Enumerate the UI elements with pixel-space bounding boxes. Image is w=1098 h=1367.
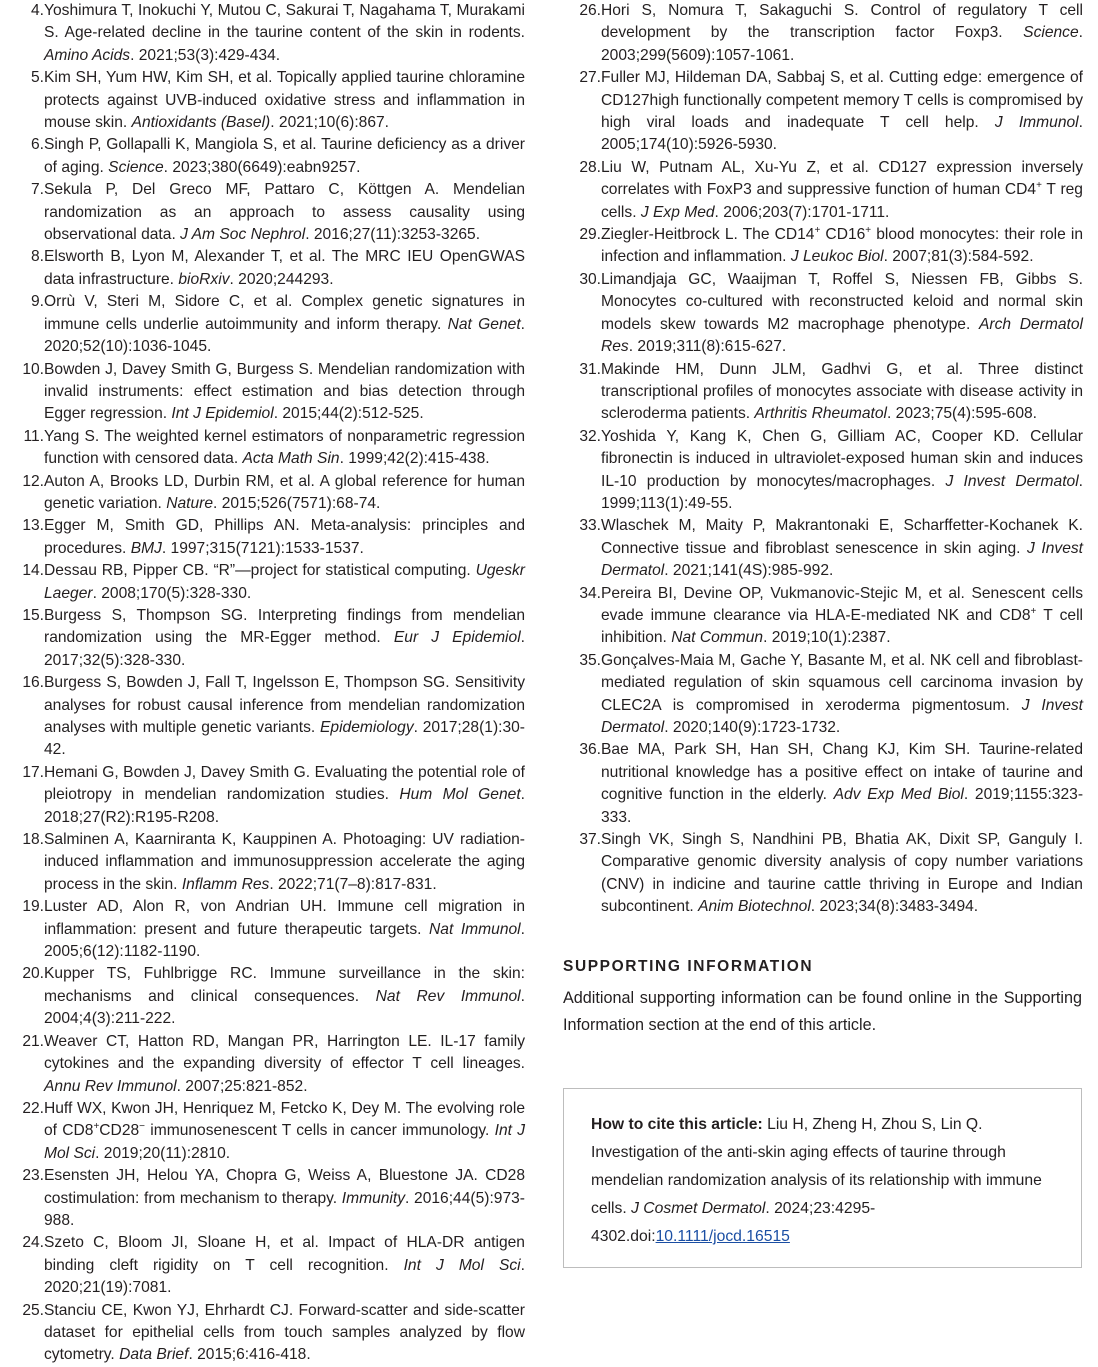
reference-text [44, 134, 525, 179]
reference-segment: Yang S. The weighted kernel estimators of nonparametric regression function with censored data. [44, 427, 525, 468]
reference-segment: Pereira BI, Devine OP, Vukmanovic-Stejic M, et al. Senescent cells evade immune clearance via HLA-E-mediated NK and CD8 [601, 584, 1083, 624]
reference-segment: Fuller MJ, Hildeman DA, Sabbaj S, et al. Cutting edge: emergence of CD127high functionally competent memory T cells is compromised by high viral loads and inadequate T cell help. [601, 69, 1083, 132]
reference-segment: CD16 [820, 226, 866, 244]
journal-name: Int J Epidemiol [171, 405, 274, 423]
journal-name: Inflamm Res [181, 875, 270, 893]
reference-segment: Ziegler-Heitbrock L. The CD14 [601, 226, 815, 244]
reference-segment: Gonçalves-Maia M, Gache Y, Basante M, et al. NK cell and fibroblast-mediated regulation of skin squamous cell carcinoma invasion by CLEC2A is compromised in xeroderma pigmentosum. [601, 651, 1083, 714]
journal-name: Immunity [341, 1189, 406, 1207]
journal-name: Adv Exp Med Biol [833, 786, 964, 804]
reference-segment: . 2016;44(5):973-988. [44, 1189, 525, 1229]
journal-name: J Invest Dermatol [601, 539, 1084, 580]
reference-item [5, 1165, 525, 1232]
reference-segment: . 1999;113(1):49-55. [601, 472, 1084, 512]
reference-text [44, 426, 525, 471]
reference-number: 29. [579, 226, 601, 244]
journal-name: Eur J Epidemiol [393, 629, 521, 647]
reference-text [44, 246, 525, 291]
journal-name: Nature [166, 494, 214, 512]
reference-text [601, 269, 1083, 359]
reference-segment: . 2020;21(19):7081. [44, 1256, 525, 1297]
reference-text [44, 67, 525, 134]
reference-segment: Salminen A, Kaarniranta K, Kauppinen A. Photoaging: UV radiation-induced inflammation and immunosuppression accelerate the aging process in the skin. [44, 831, 525, 893]
reference-segment: Elsworth B, Lyon M, Alexander T, et al. The MRC IEU OpenGWAS data infrastructure. [44, 248, 525, 288]
journal-name: Int J Mol Sci [44, 1122, 526, 1162]
reference-item [5, 1098, 525, 1165]
reference-segment: Auton A, Brooks LD, Durbin RM, et al. A global reference for human genetic variation. [44, 472, 525, 512]
journal-name: Acta Math Sin [242, 450, 340, 468]
reference-segment: Yoshimura T, Inokuchi Y, Mutou C, Sakurai T, Nagahama T, Murakami S. Age-related decline in the taurine content of the skin in rodents. [44, 2, 525, 42]
reference-number: 34. [579, 584, 601, 602]
reference-item [5, 963, 525, 1030]
reference-number: 26. [579, 2, 601, 19]
superscript: + [865, 224, 872, 236]
reference-item [5, 359, 525, 426]
reference-number: 36. [579, 741, 601, 759]
doi-link[interactable]: 10.1111/jocd.16515 [655, 1228, 790, 1245]
journal-name: Science [108, 158, 164, 176]
journal-name: Nat Commun [671, 629, 764, 647]
journal-name: J Exp Med [640, 203, 715, 221]
reference-item [5, 560, 525, 605]
reference-segment: . 2020;140(9):1723-1732. [664, 719, 841, 736]
reference-segment: Makinde HM, Dunn JLM, Gadhvi G, et al. Three distinct transcriptional profiles of monocytes associate with disease activity in scleroderma patients. [601, 360, 1083, 423]
citation-body: Liu H, Zheng H, Zhou S, Lin Q. Investigation of the anti-skin aging effects of taurine through mendelian randomization analysis of its relationship with immune cells. [591, 1116, 1042, 1217]
citation-text [591, 1111, 1061, 1251]
reference-item [5, 1300, 525, 1367]
reference-number: 20. [22, 965, 44, 983]
citation-journal: J Cosmet Dermatol [631, 1200, 766, 1217]
citation-details: . 2024;23:4295-4302. [591, 1200, 876, 1245]
reference-item [561, 0, 1083, 67]
journal-name: Annu Rev Immunol [44, 1077, 177, 1095]
reference-segment: Egger M, Smith GD, Phillips AN. Meta-analysis: principles and procedures. [44, 517, 525, 557]
reference-segment: Kim SH, Yum HW, Kim SH, et al. Topically applied taurine chloramine protects against UVB-induced oxidative stress and inflammation in mouse skin. [44, 69, 525, 132]
journal-name: Nat Rev Immunol [375, 987, 521, 1005]
reference-item [5, 605, 525, 672]
reference-number: 37. [579, 831, 601, 849]
journal-name: BMJ [130, 539, 162, 557]
supporting-information-section [563, 958, 1082, 1039]
journal-name: J Invest Dermatol [601, 696, 1083, 736]
reference-segment: . 2021;53(3):429-434. [130, 46, 281, 64]
reference-segment: . 2004;4(3):211-222. [44, 987, 525, 1028]
reference-number: 5. [30, 69, 44, 87]
journal-name: Anim Biotechnol [698, 898, 811, 916]
reference-item [5, 426, 525, 471]
reference-number: 11. [23, 427, 44, 445]
reference-segment: . 2017;28(1):30-42. [44, 719, 526, 759]
journal-name: Ugeskr Laeger [44, 562, 525, 602]
reference-segment: Liu W, Putnam AL, Xu-Yu Z, et al. CD127 expression inversely correlates with FoxP3 and suppressive function of human CD4 [601, 158, 1083, 199]
reference-segment: Singh VK, Singh S, Nandhini PB, Bhatia AK, Dixit SP, Ganguly I. Comparative genomic diversity analysis of copy number variations (CNV) in indicine and taurine cattle thriving in Europe and Indian subcontinent. [601, 831, 1083, 916]
reference-segment: Stanciu CE, Kwon YJ, Ehrhardt CJ. Forward-scatter and side-scatter dataset for epithelial cells from touch samples analyzed by flow cytometry. [44, 1301, 525, 1364]
reference-text [44, 291, 525, 358]
reference-segment: Weaver CT, Hatton RD, Mangan PR, Harrington LE. IL-17 family cytokines and the expanding diversity of effector T cell lineages. [44, 1032, 525, 1073]
reference-list-left [5, 0, 525, 1367]
reference-number: 16. [22, 674, 44, 692]
reference-segment: Huff WX, Kwon JH, Henriquez M, Fetcko K, Dey M. The evolving role of CD8 [44, 1099, 525, 1140]
how-to-cite-box [563, 1088, 1082, 1268]
reference-list-right [561, 0, 1083, 919]
reference-segment: blood monocytes: their role in infection and inflammation. [601, 226, 1083, 266]
reference-segment: . 2015;44(2):512-525. [273, 405, 424, 423]
reference-number: 24. [22, 1234, 44, 1252]
citation-label: How to cite this article: [591, 1116, 763, 1133]
reference-segment: . 2021;141(4S):985-992. [664, 562, 834, 580]
journal-name: Hum Mol Genet [399, 786, 521, 804]
reference-segment: Hori S, Nomura T, Sakaguchi S. Control of regulatory T cell development by the transcription factor Foxp3. [601, 2, 1083, 42]
reference-number: 4. [30, 2, 44, 19]
reference-segment: . 2017;32(5):328-330. [44, 629, 526, 669]
reference-item [5, 829, 525, 896]
reference-number: 8. [30, 248, 44, 266]
reference-segment: Luster AD, Alon R, von Andrian UH. Immune cell migration in inflammation: present and future therapeutic targets. [44, 898, 525, 938]
reference-segment: Kupper TS, Fuhlbrigge RC. Immune surveillance in the skin: mechanisms and clinical consequences. [44, 965, 525, 1005]
reference-segment: Wlaschek M, Maity P, Makrantonaki E, Scharffetter-Kochanek K. Connective tissue and fibroblast senescence in skin aging. [601, 517, 1083, 557]
reference-number: 27. [579, 69, 601, 87]
reference-segment: Szeto C, Bloom JI, Sloane H, et al. Impact of HLA-DR antigen binding cleft rigidity on T cell recognition. [44, 1234, 525, 1274]
reference-number: 15. [22, 606, 44, 624]
reference-number: 21. [22, 1032, 44, 1050]
supporting-information-text: Additional supporting information can be found online in the Supporting Information section at the end of this article. [563, 989, 1082, 1034]
reference-item [5, 1232, 525, 1299]
superscript: + [93, 1121, 100, 1133]
journal-name: Antioxidants (Basel) [131, 114, 271, 132]
superscript: + [814, 224, 821, 236]
reference-segment: . 2023;380(6649):eabn9257. [163, 158, 361, 176]
reference-item [5, 471, 525, 516]
reference-item [561, 583, 1083, 650]
journal-name: Arch Dermatol Res [601, 315, 1083, 356]
journal-name: Arthritis Rheumatol [754, 405, 888, 423]
reference-item [561, 829, 1083, 919]
reference-segment: . 2016;27(11):3253-3265. [305, 226, 481, 244]
reference-item [561, 426, 1083, 516]
reference-segment: T cell inhibition. [601, 606, 1084, 647]
superscript: − [139, 1121, 146, 1133]
reference-text [44, 1031, 525, 1098]
journal-name: Int J Mol Sci [403, 1256, 521, 1274]
reference-segment: Limandjaja GC, Waaijman T, Roffel S, Niessen FB, Gibbs S. Monocytes co-cultured with reconstructed keloid and normal skin models skew towards M2 macrophage phenotype. [601, 270, 1083, 333]
reference-item [561, 650, 1083, 740]
reference-number: 13. [22, 517, 44, 535]
reference-number: 30. [579, 270, 601, 288]
reference-segment: Dessau RB, Pipper CB. “R”—project for statistical computing. [44, 562, 476, 580]
reference-text [44, 896, 525, 963]
reference-text [601, 0, 1083, 67]
reference-text [44, 1300, 525, 1367]
reference-text [44, 515, 525, 560]
reference-text [601, 67, 1083, 157]
reference-segment: . 1999;42(2):415-438. [339, 450, 490, 468]
reference-item [5, 1031, 525, 1098]
reference-number: 12. [22, 472, 44, 490]
reference-number: 22. [22, 1099, 44, 1117]
reference-item [5, 0, 525, 67]
reference-text [44, 359, 525, 426]
reference-segment: . 2019;311(8):615-627. [628, 338, 787, 356]
journal-name: J Immunol [994, 114, 1079, 132]
reference-item [5, 246, 525, 291]
reference-segment: Bae MA, Park SH, Han SH, Chang KJ, Kim SH. Taurine-related nutritional knowledge has a positive effect on intake of taurine and cognitive function in the elderly. [601, 741, 1083, 804]
journal-name: bioRxiv [178, 270, 230, 288]
reference-item [5, 291, 525, 358]
reference-text [601, 583, 1083, 650]
reference-number: 25. [22, 1301, 44, 1319]
reference-item [5, 179, 525, 246]
reference-text [44, 179, 525, 246]
reference-item [5, 896, 525, 963]
reference-text [44, 0, 525, 67]
journal-name: Science [1023, 24, 1079, 42]
reference-segment: Orrù V, Steri M, Sidore C, et al. Complex genetic signatures in immune cells underlie autoimmunity and inform therapy. [44, 293, 525, 333]
reference-text [601, 359, 1083, 426]
reference-segment: . 2023;75(4):595-608. [887, 405, 1037, 423]
reference-text [44, 963, 525, 1030]
supporting-information-heading: SUPPORTING INFORMATION [563, 958, 814, 975]
reference-segment: . 2007;25:821-852. [176, 1077, 308, 1095]
reference-text [601, 739, 1083, 829]
reference-segment: . 2019;1155:323-333. [601, 786, 1084, 826]
reference-item [561, 157, 1083, 224]
reference-segment: Hemani G, Bowden J, Davey Smith G. Evaluating the potential role of pleiotropy in mendelian randomization studies. [44, 763, 525, 804]
reference-segment: . 2003;299(5609):1057-1061. [601, 24, 1083, 64]
reference-item [561, 515, 1083, 582]
reference-item [5, 672, 525, 762]
reference-number: 33. [579, 517, 601, 535]
reference-text [601, 426, 1083, 516]
reference-segment: Bowden J, Davey Smith G, Burgess S. Mendelian randomization with invalid instruments: effect estimation and bias detection through Egger regression. [44, 360, 525, 423]
reference-item [561, 67, 1083, 157]
reference-text [601, 515, 1083, 582]
reference-segment: . 2005;174(10):5926-5930. [601, 114, 1083, 154]
reference-segment: . 2019;20(11):2810. [95, 1144, 231, 1162]
reference-segment: . 2021;10(6):867. [270, 114, 390, 132]
journal-name: J Invest Dermatol [945, 472, 1079, 490]
reference-segment: . 2006;203(7):1701-1711. [714, 203, 890, 221]
reference-segment: . 2020;244293. [229, 270, 334, 288]
reference-segment: . 2022;71(7–8):817-831. [269, 875, 437, 893]
reference-text [601, 650, 1083, 740]
reference-segment: Burgess S, Bowden J, Fall T, Ingelsson E, Thompson SG. Sensitivity analyses for robust causal inference from mendelian randomization analyses with multiple genetic variants. [44, 674, 525, 736]
reference-number: 18. [22, 831, 44, 849]
reference-number: 35. [579, 651, 601, 669]
reference-text [44, 471, 525, 516]
reference-number: 7. [30, 181, 44, 199]
reference-text [601, 224, 1083, 269]
reference-segment: immunosenescent T cells in cancer immunology. [145, 1122, 495, 1140]
superscript: + [1036, 180, 1042, 192]
reference-segment: . 2023;34(8):3483-3494. [810, 898, 979, 916]
reference-number: 31. [579, 360, 601, 378]
reference-number: 17. [22, 763, 44, 781]
reference-text [44, 605, 525, 672]
reference-number: 32. [579, 427, 601, 445]
reference-segment: . 2019;10(1):2387. [763, 629, 891, 647]
reference-segment: Esensten JH, Helou YA, Chopra G, Weiss A, Bluestone JA. CD28 costimulation: from mechanism to therapy. [44, 1167, 525, 1207]
reference-segment: T reg cells. [601, 181, 1083, 221]
reference-number: 19. [22, 898, 44, 916]
reference-item [561, 739, 1083, 829]
reference-segment: Singh P, Gollapalli K, Mangiola S, et al. Taurine deficiency as a driver of aging. [44, 136, 525, 176]
reference-item [561, 359, 1083, 426]
superscript: + [1030, 605, 1037, 617]
reference-segment: . 2005;6(12):1182-1190. [44, 920, 525, 961]
reference-text [601, 157, 1083, 224]
doi-prefix: doi: [630, 1228, 656, 1245]
reference-text [44, 829, 525, 896]
reference-number: 14. [22, 562, 44, 580]
journal-name: Nat Immunol [429, 920, 521, 938]
reference-segment: Yoshida Y, Kang K, Chen G, Gilliam AC, Cooper KD. Cellular fibronectin is induced in ultraviolet-exposed human skin and induces IL-10 production by monocytes/macrophages. [601, 427, 1083, 490]
journal-name: Nat Genet [447, 315, 521, 333]
reference-item [5, 515, 525, 560]
reference-item [561, 224, 1083, 269]
journal-name: J Leukoc Biol [790, 248, 884, 266]
reference-text [44, 762, 525, 829]
reference-number: 9. [30, 293, 44, 311]
journal-name: Data Brief [119, 1346, 189, 1364]
journal-name: Amino Acids [44, 46, 131, 64]
reference-text [44, 560, 525, 605]
reference-segment: . 1997;315(7121):1533-1537. [161, 539, 364, 557]
reference-segment: . 2015;6:416-418. [188, 1346, 311, 1364]
reference-item [561, 269, 1083, 359]
journal-name: Epidemiology [320, 719, 414, 736]
journal-name: J Am Soc Nephrol [180, 226, 306, 244]
reference-text [44, 1165, 525, 1232]
reference-number: 28. [579, 158, 601, 176]
reference-segment: Sekula P, Del Greco MF, Pattaro C, Köttgen A. Mendelian randomization as an approach to assess causality using observational data. [44, 181, 525, 244]
reference-text [601, 829, 1083, 919]
reference-segment: . 2007;81(3):584-592. [883, 248, 1034, 266]
reference-segment: . 2020;52(10):1036-1045. [44, 315, 525, 356]
reference-number: 23. [22, 1167, 44, 1185]
reference-text [44, 1098, 525, 1165]
reference-segment: . 2015;526(7571):68-74. [213, 494, 381, 512]
reference-text [44, 672, 525, 762]
reference-number: 10. [22, 360, 44, 378]
reference-segment: Burgess S, Thompson SG. Interpreting findings from mendelian randomization using the MR-Egger method. [44, 606, 525, 647]
reference-text [44, 1232, 525, 1299]
reference-segment: CD28 [99, 1122, 140, 1140]
reference-segment: . 2018;27(R2):R195-R208. [44, 786, 525, 826]
reference-segment: . 2008;170(5):328-330. [92, 584, 252, 602]
reference-item [5, 762, 525, 829]
reference-item [5, 134, 525, 179]
reference-item [5, 67, 525, 134]
reference-number: 6. [30, 136, 44, 154]
